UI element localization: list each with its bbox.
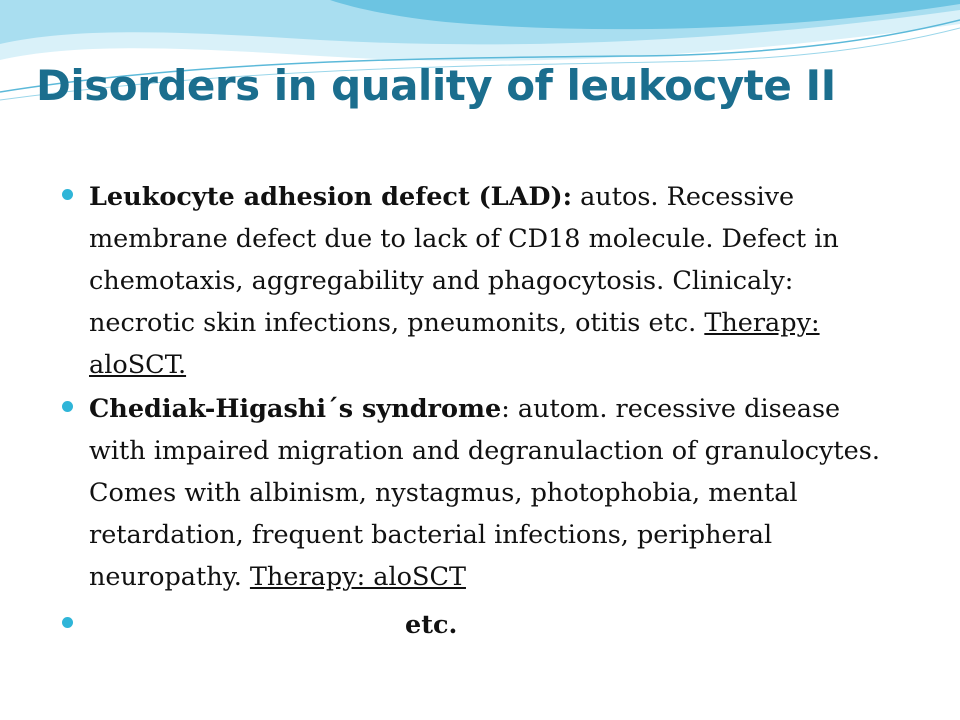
bullet-list: [62, 176, 902, 648]
bullet-dot-icon: [62, 617, 73, 628]
bullet-dot-icon: [62, 189, 73, 200]
bullet-etc: [62, 604, 902, 646]
bullet-therapy: Therapy: aloSCT.: [89, 308, 820, 380]
slide-title: Disorders in quality of leukocyte II: [36, 61, 836, 110]
bullet-therapy: Therapy: aloSCT: [249, 562, 466, 592]
bullet-term: Leukocyte adhesion defect (LAD):: [89, 182, 572, 212]
bullet-term: Chediak-Higashi´s syndrome: [89, 394, 502, 424]
bullet-chediak-higashi: [62, 388, 902, 598]
bullet-text: : autom. recessive disease with impaired migration and degranulaction of granulocytes. Comes with albinism, nystagmus, photophobia, mental retardation, frequent bacterial infections, peripheral neuropathy.: [89, 394, 880, 592]
bullet-lad: [62, 176, 902, 386]
bullet-text: autos. Recessive membrane defect due to lack of CD18 molecule. Defect in chemotaxis, aggregability and phagocytosis. Clinicaly: necrotic skin infections, pneumonits, otitis etc.: [89, 182, 839, 338]
bullet-etc-text: etc.: [405, 610, 458, 640]
bullet-dot-icon: [62, 401, 73, 412]
